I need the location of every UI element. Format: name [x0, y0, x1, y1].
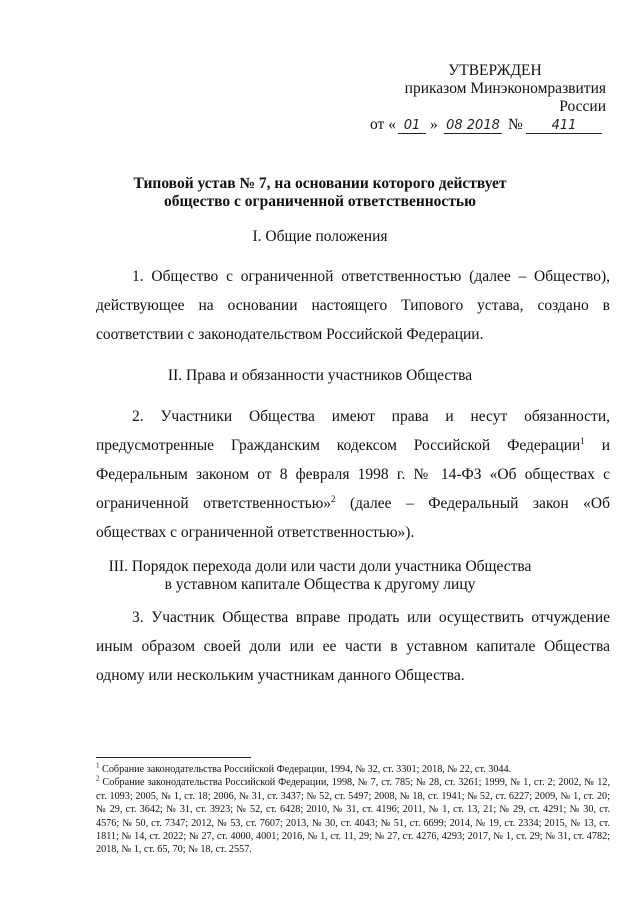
- approval-heading: УТВЕРЖДЕН: [448, 62, 542, 79]
- footnote-1-text: Собрание законодательства Российской Федерации, 1994, № 32, ст. 3301; 2018, № 22, ст. 3044.: [99, 764, 512, 775]
- paragraph-2-text-a: 2. Участники Общества имеют права и несут обязанности, предусмотренные Гражданским кодексом Российской Федерации: [96, 408, 610, 454]
- section-3-heading-line-2: в уставном капитале Общества к другому лицу: [164, 576, 476, 593]
- footnote-ref-2: 2: [331, 493, 336, 504]
- approval-order: приказом Минэкономразвития России: [404, 80, 606, 115]
- approval-date-line: [360, 116, 620, 136]
- section-3-heading-line-1: III. Порядок перехода доли или части доли участника Общества: [108, 558, 532, 575]
- title-line-1: Типовой устав № 7, на основании которого действует: [133, 175, 507, 192]
- paragraph-2-text-c: (далее – Федеральный закон «Об обществах с ограниченной ответственностью»).: [96, 495, 610, 541]
- paragraph-1-text: 1. Общество с ограниченной ответственностью (далее – Общество), действующее на основании настоящего Типового устава, создано в соответствии с законодательством Российской Федерации.: [96, 268, 610, 343]
- section-2-heading: II. Права и обязанности участников Общества: [167, 367, 473, 384]
- date-prefix: от «: [370, 116, 396, 133]
- section-1-paragraph: [96, 262, 610, 349]
- footnote-mark-1: 1: [96, 761, 100, 770]
- footnote-mark-2: 2: [96, 775, 100, 784]
- section-3-paragraph: [96, 603, 610, 690]
- title-line-2: общество с ограниченной ответственностью: [164, 193, 476, 210]
- paragraph-3-text: 3. Участник Общества вправе продать или осуществить отчуждение иным образом своей доли или ее части в уставном капитале Общества одному или нескольким участникам данного Общества.: [96, 609, 610, 684]
- section-3-heading: [70, 558, 570, 594]
- footnote-1: [96, 763, 610, 776]
- section-1-heading: I. Общие положения: [252, 228, 388, 245]
- handwritten-month-year: 08 2018: [444, 117, 502, 134]
- handwritten-day: 01: [398, 117, 426, 134]
- footnotes: [96, 763, 610, 857]
- paragraph-2-text-b: и Федеральным законом от 8 февраля 1998 г. № 14-ФЗ «Об обществах с ограниченной ответственностью»: [96, 437, 611, 512]
- number-sign: №: [508, 116, 523, 133]
- handwritten-number: 411: [526, 117, 602, 134]
- footnote-2-text: Собрание законодательства Российской Федерации, 1998, № 7, ст. 785; № 28, ст. 3261; 1999, № 1, ст. 2; 2002, № 12, ст. 1093; 2005, № 1, ст. 18; 2006, № 31, ст. 3437; № 52, ст. 5497; 2008, № 18, ст. 1941; № 52, ст. 6227; 2009, № 1, ст. 20; № 29, ст. 3642; № 31, ст. 3923; № 52, ст. 6428; 2010, № 31, ст. 4196; 2011, № 1, ст. 13, 21; № 29, ст. 4291; № 30, ст. 4576; № 50, ст. 7347; 2012, № 53, ст. 7607; 2013, № 30, ст. 4043; № 51, ст. 6699; 2014, № 19, ст. 2334; 2015, № 13, ст. 1811; № 14, ст. 2022; № 27, ст. 4000, 4001; 2016, № 1, ст. 11, 29; № 27, ст. 4276, 4293; 2017, № 1, ст. 29; № 31, ст. 4782; 2018, № 1, ст. 65, 70; № 18, ст. 2557.: [96, 777, 610, 856]
- footnote-separator: [96, 757, 251, 758]
- approval-block: [360, 62, 620, 136]
- document-title: [90, 175, 550, 211]
- date-mid: »: [430, 116, 438, 133]
- section-2-paragraph: [96, 402, 610, 547]
- footnote-2: [96, 776, 610, 856]
- footnote-ref-1: 1: [580, 435, 585, 446]
